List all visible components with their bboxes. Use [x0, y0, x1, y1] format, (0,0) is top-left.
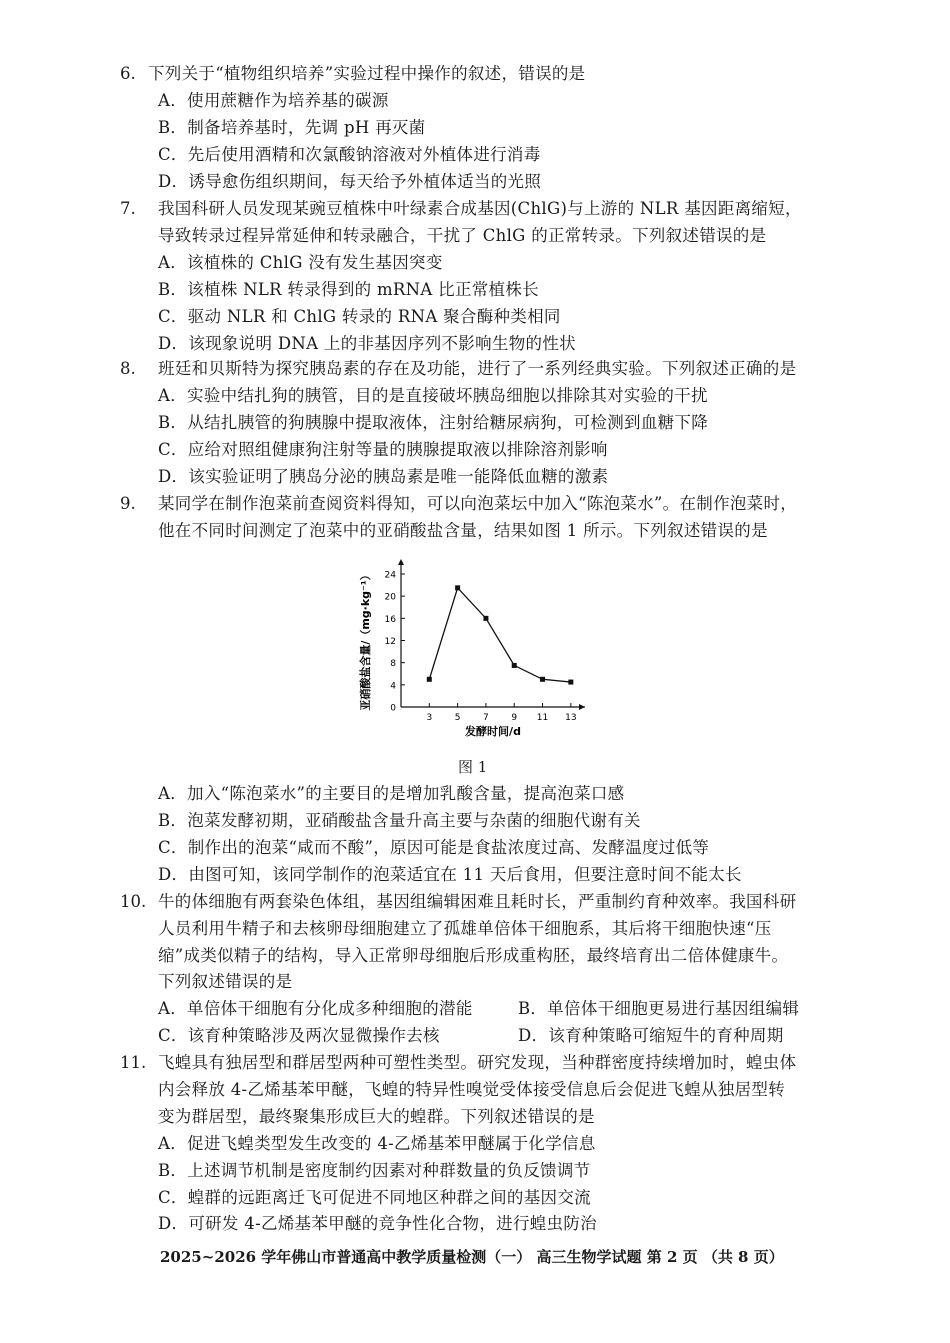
- chart-data-point: [512, 663, 517, 668]
- question-10-stem-line-4: 下列叙述错误的是: [158, 972, 293, 991]
- chart-y-tick-label: 0: [390, 703, 396, 714]
- question-9-option-a: A．加入“陈泡菜水”的主要目的是增加乳酸含量，提高泡菜口感: [158, 784, 625, 803]
- question-6-option-b: B．制备培养基时，先调 pH 再灭菌: [158, 118, 426, 137]
- nitrite-content-chart: [345, 555, 595, 745]
- question-11-number: 11.: [120, 1053, 147, 1072]
- chart-y-tick-label: 24: [384, 570, 396, 581]
- question-9-stem-line-2: 他在不同时间测定了泡菜中的亚硝酸盐含量，结果如图 1 所示。下列叙述错误的是: [158, 521, 768, 540]
- question-6-stem: 下列关于“植物组织培养”实验过程中操作的叙述，错误的是: [148, 64, 586, 83]
- question-11-option-a: A．促进飞蝗类型发生改变的 4-乙烯基苯甲醚属于化学信息: [158, 1134, 596, 1153]
- question-10-option-b: B．单倍体干细胞更易进行基因组编辑: [518, 999, 800, 1018]
- question-7-number: 7.: [120, 199, 136, 218]
- question-9-option-b: B．泡菜发酵初期，亚硝酸盐含量升高主要与杂菌的细胞代谢有关: [158, 811, 641, 830]
- question-7-option-c: C．驱动 NLR 和 ChlG 转录的 RNA 聚合酶种类相同: [158, 307, 561, 326]
- chart-data-point: [540, 677, 545, 682]
- question-8-option-d: D．该实验证明了胰岛分泌的胰岛素是唯一能降低血糖的激素: [158, 467, 609, 486]
- chart-data-point: [455, 585, 460, 590]
- chart-data-point: [483, 616, 488, 621]
- chart-y-axis-label: 亚硝酸盐含量/（mg·kg⁻¹）: [359, 569, 372, 711]
- question-7-stem-line-1: 我国科研人员发现某豌豆植株中叶绿素合成基因(ChlG)与上游的 NLR 基因距离缩短，: [158, 199, 802, 218]
- chart-data-point: [427, 677, 432, 682]
- question-10-stem-line-1: 牛的体细胞有两套染色体组，基因组编辑困难且耗时长，严重制约育种效率。我国科研: [158, 892, 797, 911]
- question-9-option-d: D．由图可知，该同学制作的泡菜适宜在 11 天后食用，但要注意时间不能太长: [158, 865, 742, 884]
- figure-caption: 图 1: [458, 758, 488, 776]
- question-10-stem-line-3: 缩”成类似精子的结构，导入正常卵母细胞后形成重构胚，最终培育出二倍体健康牛。: [158, 946, 789, 965]
- chart-y-tick-label: 12: [384, 637, 396, 647]
- chart-y-axis-arrow: [398, 559, 404, 565]
- chart-y-tick-label: 16: [384, 614, 396, 625]
- question-8-option-a: A．实验中结扎狗的胰管，目的是直接破坏胰岛细胞以排除其对实验的干扰: [158, 386, 708, 405]
- chart-x-axis-label: 发酵时间/d: [465, 725, 521, 738]
- question-11-option-d: D．可研发 4-乙烯基苯甲醚的竞争性化合物，进行蝗虫防治: [158, 1214, 597, 1233]
- question-11-option-c: C．蝗群的远距离迁飞可促进不同地区种群之间的基因交流: [158, 1188, 591, 1207]
- question-11-stem-line-3: 变为群居型，最终聚集形成巨大的蝗群。下列叙述错误的是: [158, 1107, 595, 1126]
- chart-x-tick-label: 11: [536, 713, 549, 723]
- question-11-stem-line-2: 内会释放 4-乙烯基苯甲醚，飞蝗的特异性嗅觉受体接受信息后会促进飞蝗从独居型转: [158, 1080, 786, 1099]
- question-8-stem: 班廷和贝斯特为探究胰岛素的存在及功能，进行了一系列经典实验。下列叙述正确的是: [158, 359, 797, 378]
- question-10-stem-line-2: 人员利用牛精子和去核卵母细胞建立了孤雄单倍体干细胞系，其后将干细胞快速“压: [158, 919, 772, 938]
- question-11-option-b: B．上述调节机制是密度制约因素对种群数量的负反馈调节: [158, 1161, 591, 1180]
- question-7-option-d: D．该现象说明 DNA 上的非基因序列不影响生物的性状: [158, 334, 576, 353]
- chart-y-tick-label: 20: [384, 592, 396, 603]
- chart-x-tick-label: 5: [454, 713, 461, 723]
- question-10-option-d: D．该育种策略可缩短牛的育种周期: [518, 1026, 784, 1045]
- question-6-option-a: A．使用蔗糖作为培养基的碳源: [158, 91, 389, 110]
- chart-x-tick-label: 9: [511, 713, 518, 723]
- question-8-option-b: B．从结扎胰管的狗胰腺中提取液体，注射给糖尿病狗，可检测到血糖下降: [158, 413, 709, 432]
- question-10-option-c: C．该育种策略涉及两次显微操作去核: [158, 1026, 440, 1045]
- question-10-number: 10.: [120, 892, 147, 911]
- question-7-stem-line-2: 导致转录过程异常延伸和转录融合，干扰了 ChlG 的正常转录。下列叙述错误的是: [158, 226, 767, 245]
- chart-y-tick-label: 4: [390, 681, 396, 692]
- chart-y-tick-label: 8: [390, 659, 396, 670]
- question-6-option-d: D．诱导愈伤组织期间，每天给予外植体适当的光照: [158, 172, 542, 191]
- question-9-number: 9.: [120, 494, 136, 513]
- question-11-stem-line-1: 飞蝗具有独居型和群居型两种可塑性类型。研究发现，当种群密度持续增加时，蝗虫体: [158, 1053, 797, 1072]
- question-8-option-c: C．应给对照组健康狗注射等量的胰腺提取液以排除溶剂影响: [158, 440, 608, 459]
- question-7-option-a: A．该植株的 ChlG 没有发生基因突变: [158, 253, 443, 272]
- question-10-option-a: A．单倍体干细胞有分化成多种细胞的潜能: [158, 999, 473, 1018]
- question-7-option-b: B．该植株 NLR 转录得到的 mRNA 比正常植株长: [158, 280, 539, 299]
- page-footer: 2025~2026 学年佛山市普通高中教学质量检测（一） 高三生物学试题 第 2 页 （共 8 页）: [160, 1248, 784, 1266]
- chart-data-point: [568, 680, 573, 685]
- chart-series-line: [429, 588, 571, 682]
- question-6-number: 6.: [120, 64, 136, 83]
- chart-x-tick-label: 7: [483, 713, 489, 723]
- question-9-stem-line-1: 某同学在制作泡菜前查阅资料得知，可以向泡菜坛中加入“陈泡菜水”。在制作泡菜时，: [158, 494, 798, 513]
- chart-x-tick-label: 3: [426, 713, 433, 723]
- question-9-option-c: C．制作出的泡菜“咸而不酸”，原因可能是食盐浓度过高、发酵温度过低等: [158, 838, 710, 857]
- chart-x-tick-label: 13: [565, 713, 577, 723]
- question-8-number: 8.: [120, 359, 136, 378]
- chart-x-axis-arrow: [579, 704, 585, 710]
- question-6-option-c: C．先后使用酒精和次氯酸钠溶液对外植体进行消毒: [158, 145, 541, 164]
